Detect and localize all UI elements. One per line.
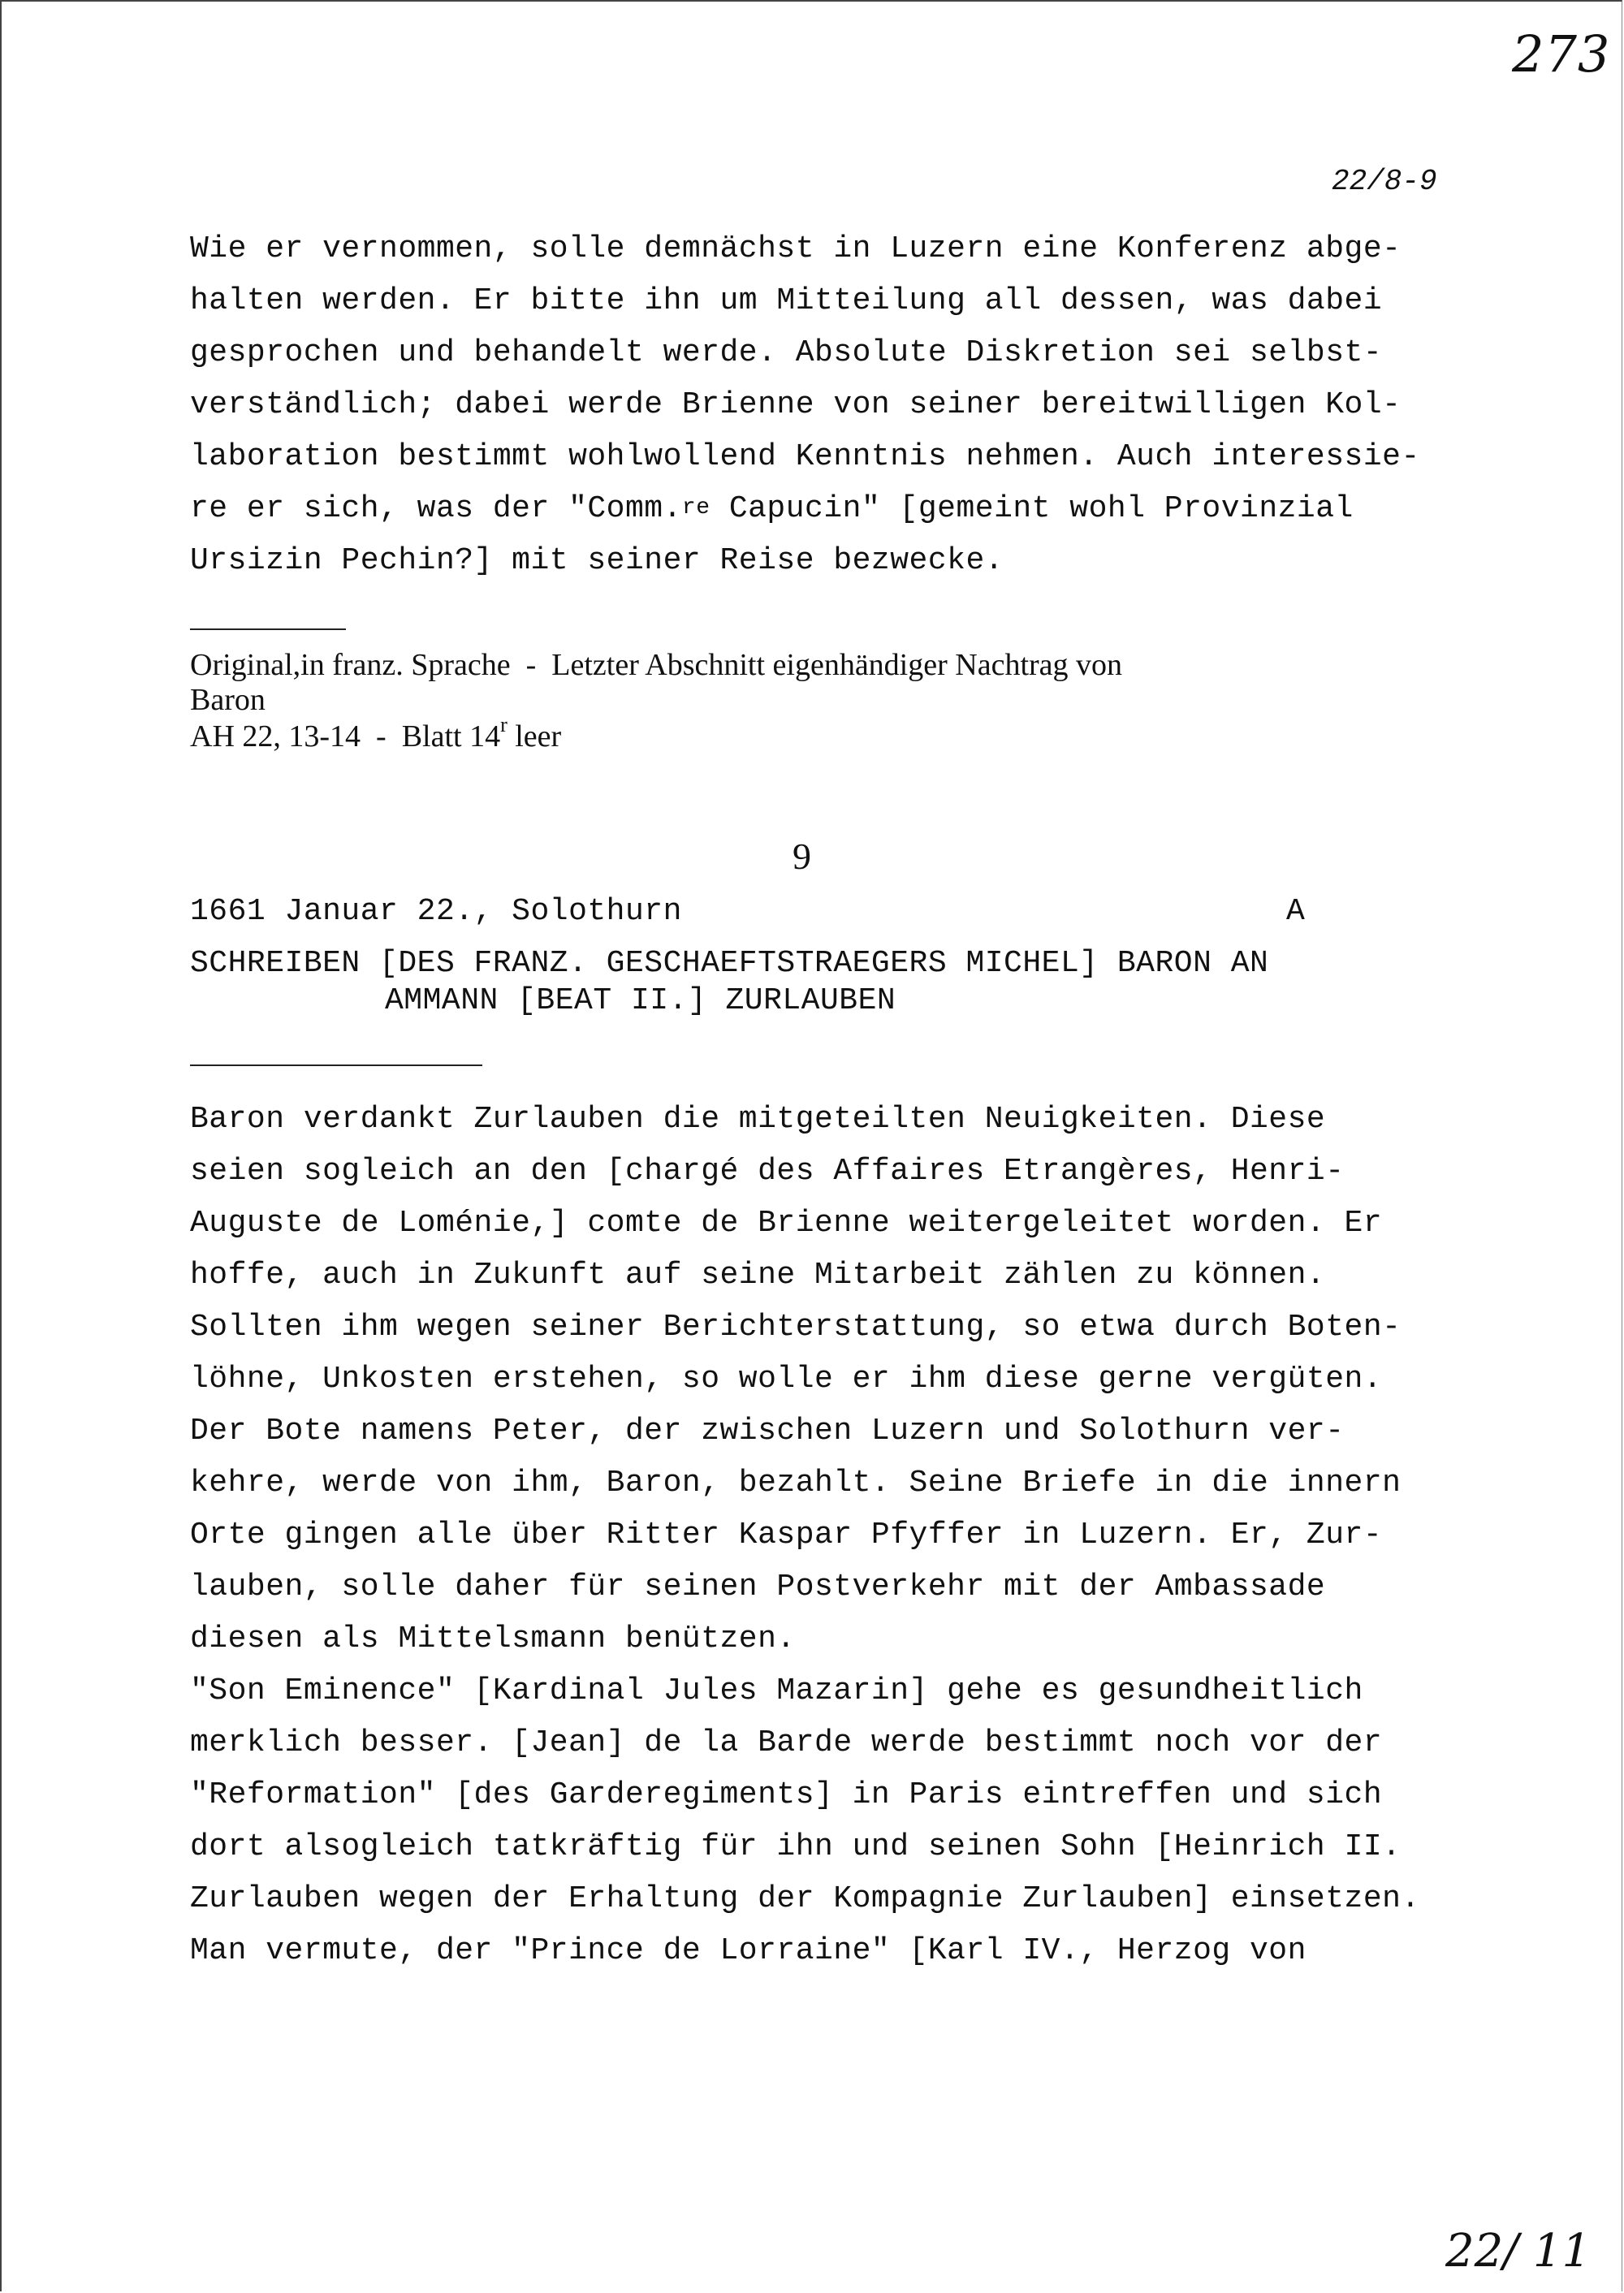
title-line: SCHREIBEN [DES FRANZ. GESCHAEFTSTRAEGERS MICHEL] BARON AN xyxy=(190,946,1269,981)
text-line: Der Bote namens Peter, der zwischen Luzern und Solothurn ver- xyxy=(190,1414,1345,1449)
text-line: laboration bestimmt wohlwollend Kenntnis nehmen. Auch interessie- xyxy=(190,439,1420,474)
text-line: gesprochen und behandelt werde. Absolute Diskretion sei selbst- xyxy=(190,335,1383,370)
note-line: Original,in franz. Sprache - Letzter Abschnitt eigenhändiger Nachtrag von xyxy=(190,648,1123,682)
superscript: r xyxy=(500,713,508,736)
superscript: re xyxy=(681,495,710,520)
text-line: diesen als Mittelsmann benützen. xyxy=(190,1622,796,1656)
text-segment: Capucin" [gemeint wohl Provinzial xyxy=(710,491,1354,526)
text-line: Ursizin Pechin?] mit seiner Reise bezwecke. xyxy=(190,543,1004,578)
text-line: seien sogleich an den [chargé des Affaires Etrangères, Henri- xyxy=(190,1154,1345,1189)
document-reference: 22/8-9 xyxy=(1332,165,1437,198)
note-divider xyxy=(190,628,346,630)
text-line: dort alsogleich tatkräftig für ihn und seinen Sohn [Heinrich II. xyxy=(190,1829,1402,1864)
type-code: A xyxy=(1286,894,1306,929)
text-line: Baron verdankt Zurlauben die mitgeteilten Neuigkeiten. Diese xyxy=(190,1102,1326,1137)
text-segment: leer xyxy=(507,719,562,754)
header-divider xyxy=(190,1064,482,1066)
note-line xyxy=(190,713,562,754)
text-line: "Son Eminence" [Kardinal Jules Mazarin] gehe es gesundheitlich xyxy=(190,1673,1363,1708)
text-line: Zurlauben wegen der Erhaltung der Kompagnie Zurlauben] einsetzen. xyxy=(190,1881,1420,1916)
title-line: AMMANN [BEAT II.] ZURLAUBEN xyxy=(385,983,896,1018)
document-number: 9 xyxy=(793,836,811,877)
text-line: Sollten ihm wegen seiner Berichterstattung, so etwa durch Boten- xyxy=(190,1310,1402,1345)
text-line xyxy=(190,491,1354,526)
date-place: 1661 Januar 22., Solothurn xyxy=(190,894,682,929)
text-line: Auguste de Loménie,] comte de Brienne weitergeleitet worden. Er xyxy=(190,1206,1383,1241)
text-line: halten werden. Er bitte ihn um Mitteilung all dessen, was dabei xyxy=(190,283,1383,318)
text-segment: AH 22, 13-14 - Blatt 14 xyxy=(190,719,501,754)
text-line: verständlich; dabei werde Brienne von seiner bereitwilligen Kol- xyxy=(190,387,1402,422)
text-line: Wie er vernommen, solle demnächst in Luzern eine Konferenz abge- xyxy=(190,231,1402,266)
note-line: Baron xyxy=(190,683,266,717)
text-line: lauben, solle daher für seinen Postverkehr mit der Ambassade xyxy=(190,1570,1326,1604)
text-line: Man vermute, der "Prince de Lorraine" [Karl IV., Herzog von xyxy=(190,1933,1307,1968)
handwritten-folio-mark: 22/ 11 xyxy=(1445,2225,1592,2278)
text-line: kehre, werde von ihm, Baron, bezahlt. Seine Briefe in die innern xyxy=(190,1466,1402,1501)
text-line: merklich besser. [Jean] de la Barde werde bestimmt noch vor der xyxy=(190,1725,1383,1760)
text-segment: re er sich, was der "Comm. xyxy=(190,491,682,526)
text-line: löhne, Unkosten erstehen, so wolle er ihm diese gerne vergüten. xyxy=(190,1362,1383,1397)
page-number: 273 xyxy=(1512,24,1611,84)
text-line: "Reformation" [des Garderegiments] in Paris eintreffen und sich xyxy=(190,1777,1383,1812)
text-line: hoffe, auch in Zukunft auf seine Mitarbeit zählen zu können. xyxy=(190,1258,1326,1293)
text-line: Orte gingen alle über Ritter Kaspar Pfyffer in Luzern. Er, Zur- xyxy=(190,1518,1383,1552)
